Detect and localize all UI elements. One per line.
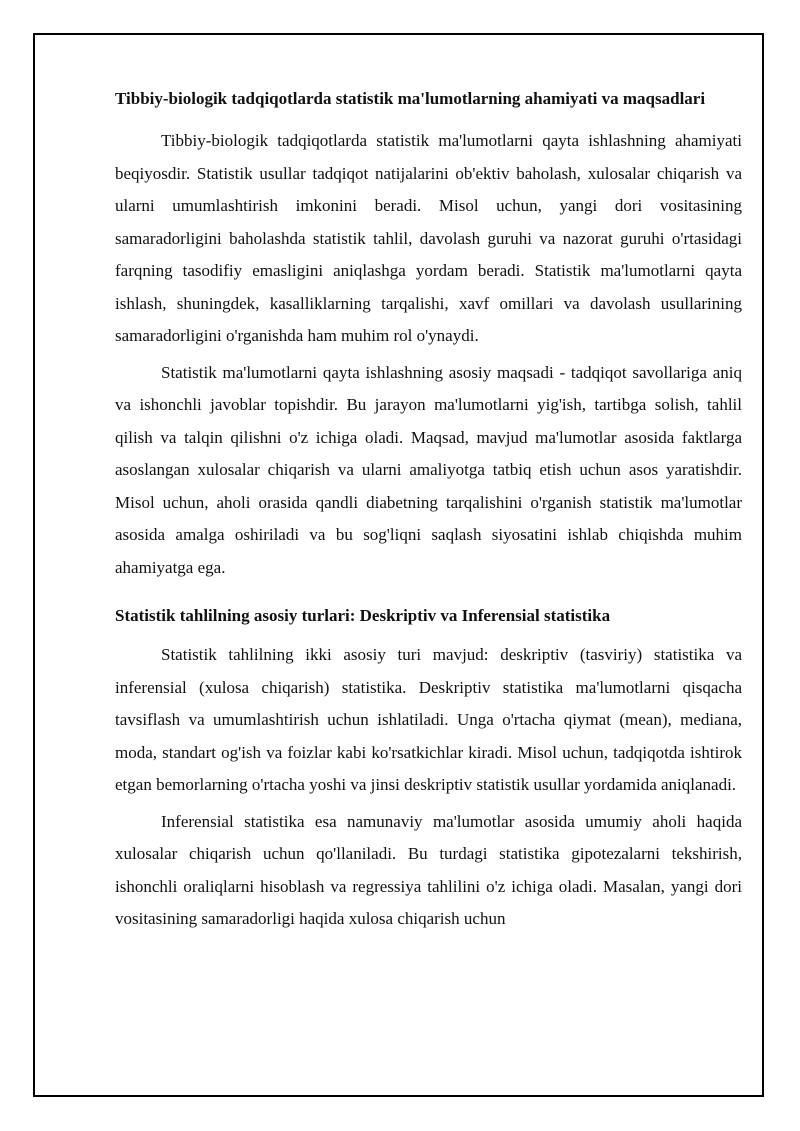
section-heading: Tibbiy-biologik tadqiqotlarda statistik ma'lumotlarning ahamiyati va maqsadlari [115,89,706,108]
paragraph: Statistik tahlilning ikki asosiy turi mavjud: deskriptiv (tasviriy) statistika va inferensial (xulosa chiqarish) statistika. Deskriptiv statistika ma'lumotlarni qisqacha tavsiflash va umumlashtirish uchun ishlatiladi. Unga o'rtacha qiymat (mean), mediana, moda, standart og'ish va foizlar kabi ko'rsatkichlar kiradi. Misol uchun, tadqiqotda ishtirok etgan bemorlarning o'rtacha yoshi va jinsi deskriptiv statistik usullar yordamida aniqlanadi. [115,645,742,794]
paragraph: Statistik ma'lumotlarni qayta ishlashning asosiy maqsadi - tadqiqot savollariga aniq va ishonchli javoblar topishdir. Bu jarayon ma'lumotlarni yig'ish, tartibga solish, tahlil qilish va talqin qilishni o'z ichiga oladi. Maqsad, mavjud ma'lumotlar asosida faktlarga asoslangan xulosalar chiqarish va ularni amaliyotga tatbiq etish uchun asos yaratishdir. Misol uchun, aholi orasida qandli diabetning tarqalishini o'rganish statistik ma'lumotlar asosida amalga oshiriladi va bu sog'liqni saqlash siyosatini ishlab chiqishda muhim ahamiyatga ega. [115,362,742,577]
document-body [115,86,742,940]
paragraph: Inferensial statistika esa namunaviy ma'lumotlar asosida umumiy aholi haqida xulosalar chiqarish uchun qo'llaniladi. Bu turdagi statistika gipotezalarni tekshirish, ishonchli oraliqlarni hisoblash va regressiya tahlilini o'z ichiga oladi. Masalan, yangi dori vositasining samaradorligi haqida xulosa chiqarish uchun [115,811,742,928]
paragraph: Tibbiy-biologik tadqiqotlarda statistik ma'lumotlarni qayta ishlashning ahamiyati beqiyosdir. Statistik usullar tadqiqot natijalarini ob'ektiv baholash, xulosalar chiqarish va ularni umumlashtirish imkonini beradi. Misol uchun, yangi dori vositasining samaradorligini baholashda statistik tahlil, davolash guruhi va nazorat guruhi o'rtasidagi farqning tasodifiy emasligini aniqlashga yordam beradi. Statistik ma'lumotlarni qayta ishlash, shuningdek, kasalliklarning tarqalishi, xavf omillari va davolash usullarining samaradorligini o'rganishda ham muhim rol o'ynaydi. [115,131,742,345]
section-heading: Statistik tahlilning asosiy turlari: Deskriptiv va Inferensial statistika [115,606,611,625]
